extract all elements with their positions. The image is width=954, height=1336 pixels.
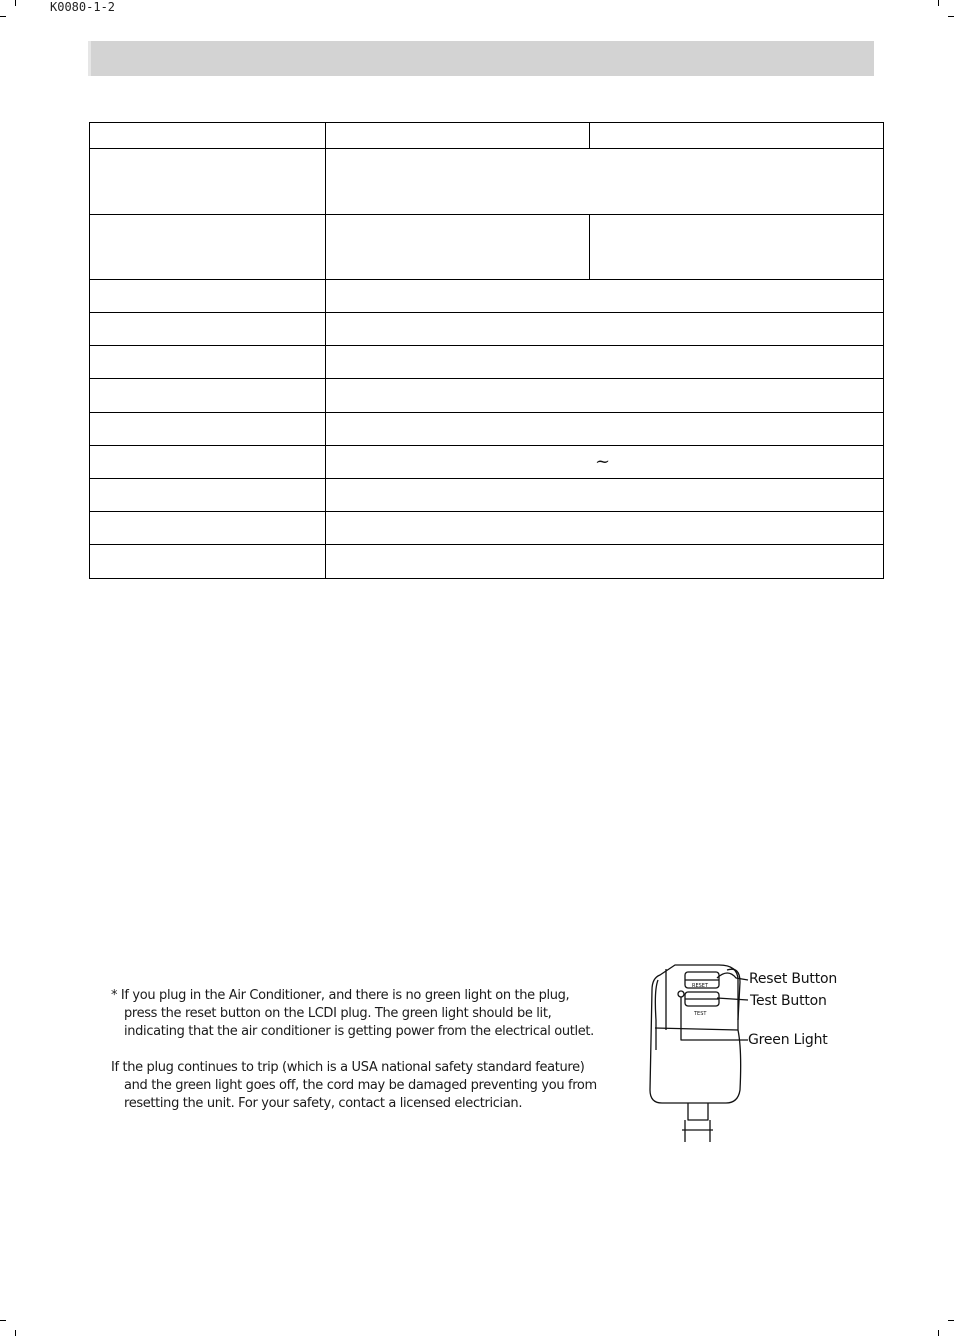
lcdi-plug-notes xyxy=(111,987,601,1113)
table-cell xyxy=(90,545,326,579)
reset-button-label: Reset Button xyxy=(749,971,838,987)
table-cell xyxy=(590,215,884,280)
table-row xyxy=(90,123,884,149)
crop-mark xyxy=(15,1330,16,1336)
table-row xyxy=(90,479,884,512)
crop-mark xyxy=(948,1320,954,1321)
reset-key-label: RESET xyxy=(692,983,709,989)
table-row xyxy=(90,280,884,313)
crop-mark xyxy=(938,1330,939,1336)
table-row xyxy=(90,313,884,346)
table-cell xyxy=(90,313,326,346)
table-cell xyxy=(90,379,326,413)
table-row xyxy=(90,413,884,446)
crop-mark xyxy=(938,0,939,6)
crop-mark xyxy=(0,1320,6,1321)
table-cell xyxy=(326,313,884,346)
note-no-green-light: * If you plug in the Air Conditioner, and there is no green light on the plug, press the reset button on the LCDI plug. The green light should be lit, indicating that the air conditioner is getting power from the electrical outlet. xyxy=(111,988,594,1039)
crop-mark xyxy=(15,0,16,6)
table-cell xyxy=(326,479,884,512)
table-cell xyxy=(90,123,326,149)
table-cell xyxy=(90,413,326,446)
table-cell xyxy=(90,280,326,313)
table-cell xyxy=(326,123,590,149)
table-row xyxy=(90,545,884,579)
note-plug-trips: If the plug continues to trip (which is a USA national safety standard feature) and the green light goes off, the cord may be damaged preventing you from resetting the unit. For your safety, contact a licensed electrician. xyxy=(111,1060,597,1111)
table-cell xyxy=(590,123,884,149)
test-button-label: Test Button xyxy=(750,993,827,1009)
table-cell xyxy=(326,413,884,446)
document-code: K0080-1-2 xyxy=(50,0,116,14)
crop-mark xyxy=(948,16,954,17)
table-cell xyxy=(90,512,326,545)
table-cell xyxy=(90,479,326,512)
tilde-mark: ~ xyxy=(594,450,611,472)
lcdi-plug-illustration xyxy=(630,960,750,1145)
table-cell xyxy=(326,446,884,479)
table-cell xyxy=(326,149,884,215)
table-cell xyxy=(326,280,884,313)
table-row xyxy=(90,215,884,280)
table-cell xyxy=(326,379,884,413)
table-cell xyxy=(326,215,590,280)
table-cell xyxy=(90,149,326,215)
table-cell xyxy=(90,215,326,280)
table-cell xyxy=(326,346,884,379)
table-row xyxy=(90,149,884,215)
table-row xyxy=(90,512,884,545)
table-row xyxy=(90,379,884,413)
table-cell xyxy=(326,512,884,545)
table-cell xyxy=(90,446,326,479)
specification-table xyxy=(89,122,884,579)
table-row xyxy=(90,346,884,379)
table-row xyxy=(90,446,884,479)
section-header-bar xyxy=(88,41,874,76)
crop-mark xyxy=(0,16,6,17)
green-light-label: Green Light xyxy=(748,1032,828,1048)
table-cell xyxy=(90,346,326,379)
table-cell xyxy=(326,545,884,579)
test-key-label: TEST xyxy=(694,1011,707,1017)
